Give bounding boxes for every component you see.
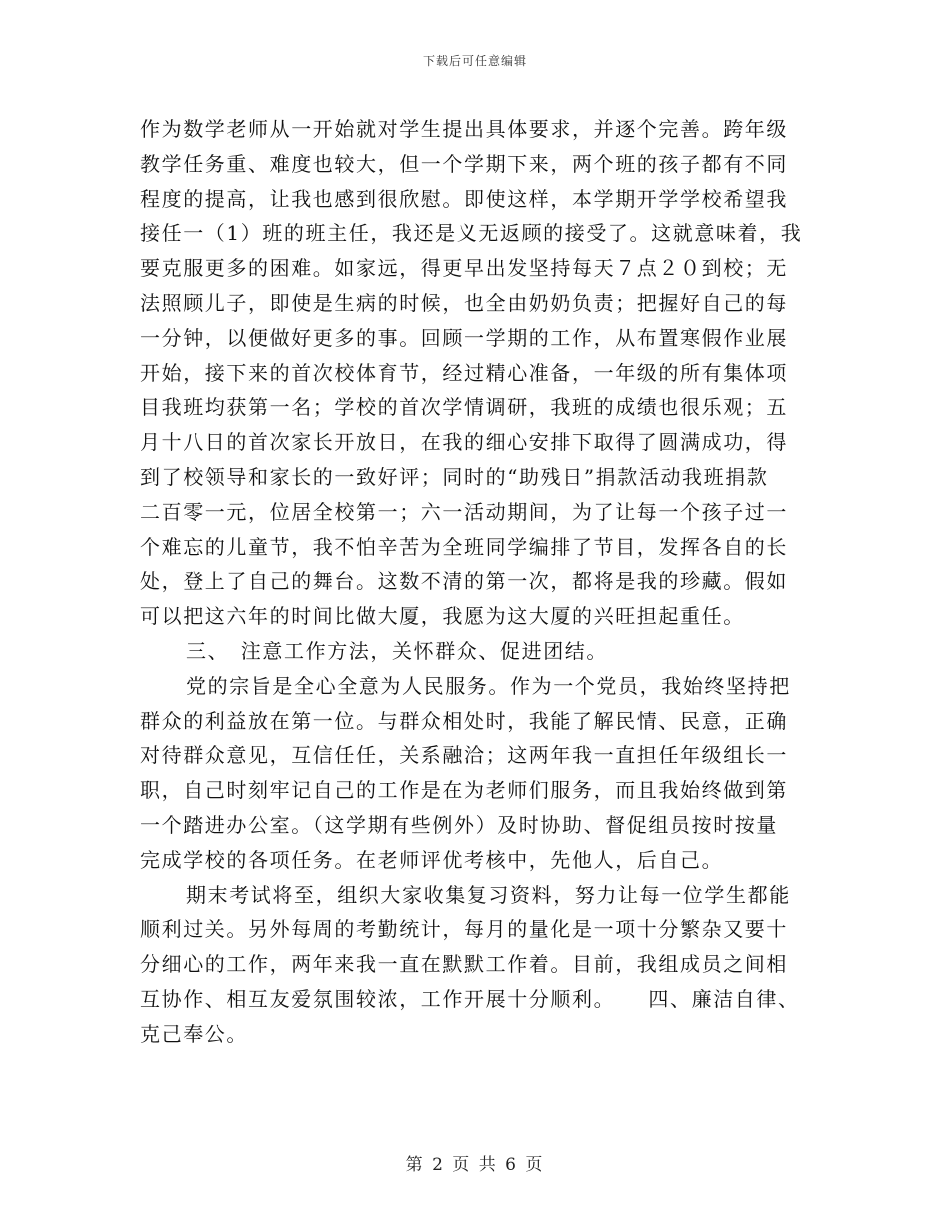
text-line: 对待群众意见，互信任任，关系融洽；这两年我一直担任年级组长一 [140, 743, 788, 768]
text-line: 群众的利益放在第一位。与群众相处时，我能了解民情、民意，正确 [140, 708, 788, 733]
text-line: 互协作、相互友爱氛围较浓，工作开展十分顺利。 四、廉洁自律、 [140, 986, 800, 1011]
text-line: 作为数学老师从一开始就对学生提出具体要求，并逐个完善。跨年级 [140, 117, 788, 141]
text-line: 接任一（1）班的班主任，我还是义无返顾的接受了。这就意味着，我 [140, 221, 803, 246]
text-line: 职，自己时刻牢记自己的工作是在为老师们服务，而且我始终做到第 [140, 778, 788, 803]
text-line: 到了校领导和家长的一致好评；同时的“助残日”捐款活动我班捐款 [140, 464, 769, 489]
text-line: 程度的提高，让我也感到很欣慰。即使这样，本学期开学学校希望我 [140, 186, 788, 211]
text-line: 一分钟，以便做好更多的事。回顾一学期的工作，从布置寒假作业展 [140, 325, 788, 350]
text-line: 法照顾儿子，即使是生病的时候，也全由奶奶负责；把握好自己的每 [140, 290, 788, 315]
text-line: 克己奉公。 [140, 1021, 248, 1046]
text-line: 顺利过关。另外每周的考勤统计，每月的量化是一项十分繁杂又要十 [140, 917, 788, 942]
page-header: 下载后可任意编辑 [422, 54, 527, 68]
text-line: 一个踏进办公室。（这学期有些例外）及时协助、督促组员按时按量 [140, 812, 778, 837]
section-heading: 三、 注意工作方法，关怀群众、促进团结。 [186, 638, 608, 663]
text-line: 开始，接下来的首次校体育节，经过精心准备，一年级的所有集体项 [140, 360, 788, 385]
text-line: 处，登上了自己的舞台。这数不清的第一次，都将是我的珍藏。假如 [140, 569, 788, 594]
text-line: 个难忘的儿童节，我不怕辛苦为全班同学编排了节目，发挥各自的长 [140, 534, 788, 559]
text-line: 月十八日的首次家长开放日，在我的细心安排下取得了圆满成功，得 [140, 430, 788, 455]
text-line: 二百零一元，位居全校第一；六一活动期间，为了让每一个孩子过一 [140, 499, 788, 524]
text-line: 目我班均获第一名；学校的首次学情调研，我班的成绩也很乐观；五 [140, 395, 788, 420]
text-line: 教学任务重、难度也较大，但一个学期下来，两个班的孩子都有不同 [140, 151, 788, 176]
text-line: 完成学校的各项任务。在老师评优考核中，先他人，后自己。 [140, 847, 724, 872]
document-body [140, 112, 820, 1052]
text-line: 分细心的工作，两年来我一直在默默工作着。目前，我组成员之间相 [140, 952, 788, 977]
text-line: 要克服更多的困难。如家远，得更早出发坚持每天７点２０到校；无 [140, 256, 788, 281]
paragraph-start-line: 期末考试将至，组织大家收集复习资料，努力让每一位学生都能 [186, 882, 791, 907]
text-line: 可以把这六年的时间比做大厦，我愿为这大厦的兴旺担起重任。 [140, 604, 745, 629]
paragraph-start-line: 党的宗旨是全心全意为人民服务。作为一个党员，我始终坚持把 [186, 673, 791, 698]
page-number-footer: 第 2 页 共 6 页 [405, 1155, 545, 1175]
